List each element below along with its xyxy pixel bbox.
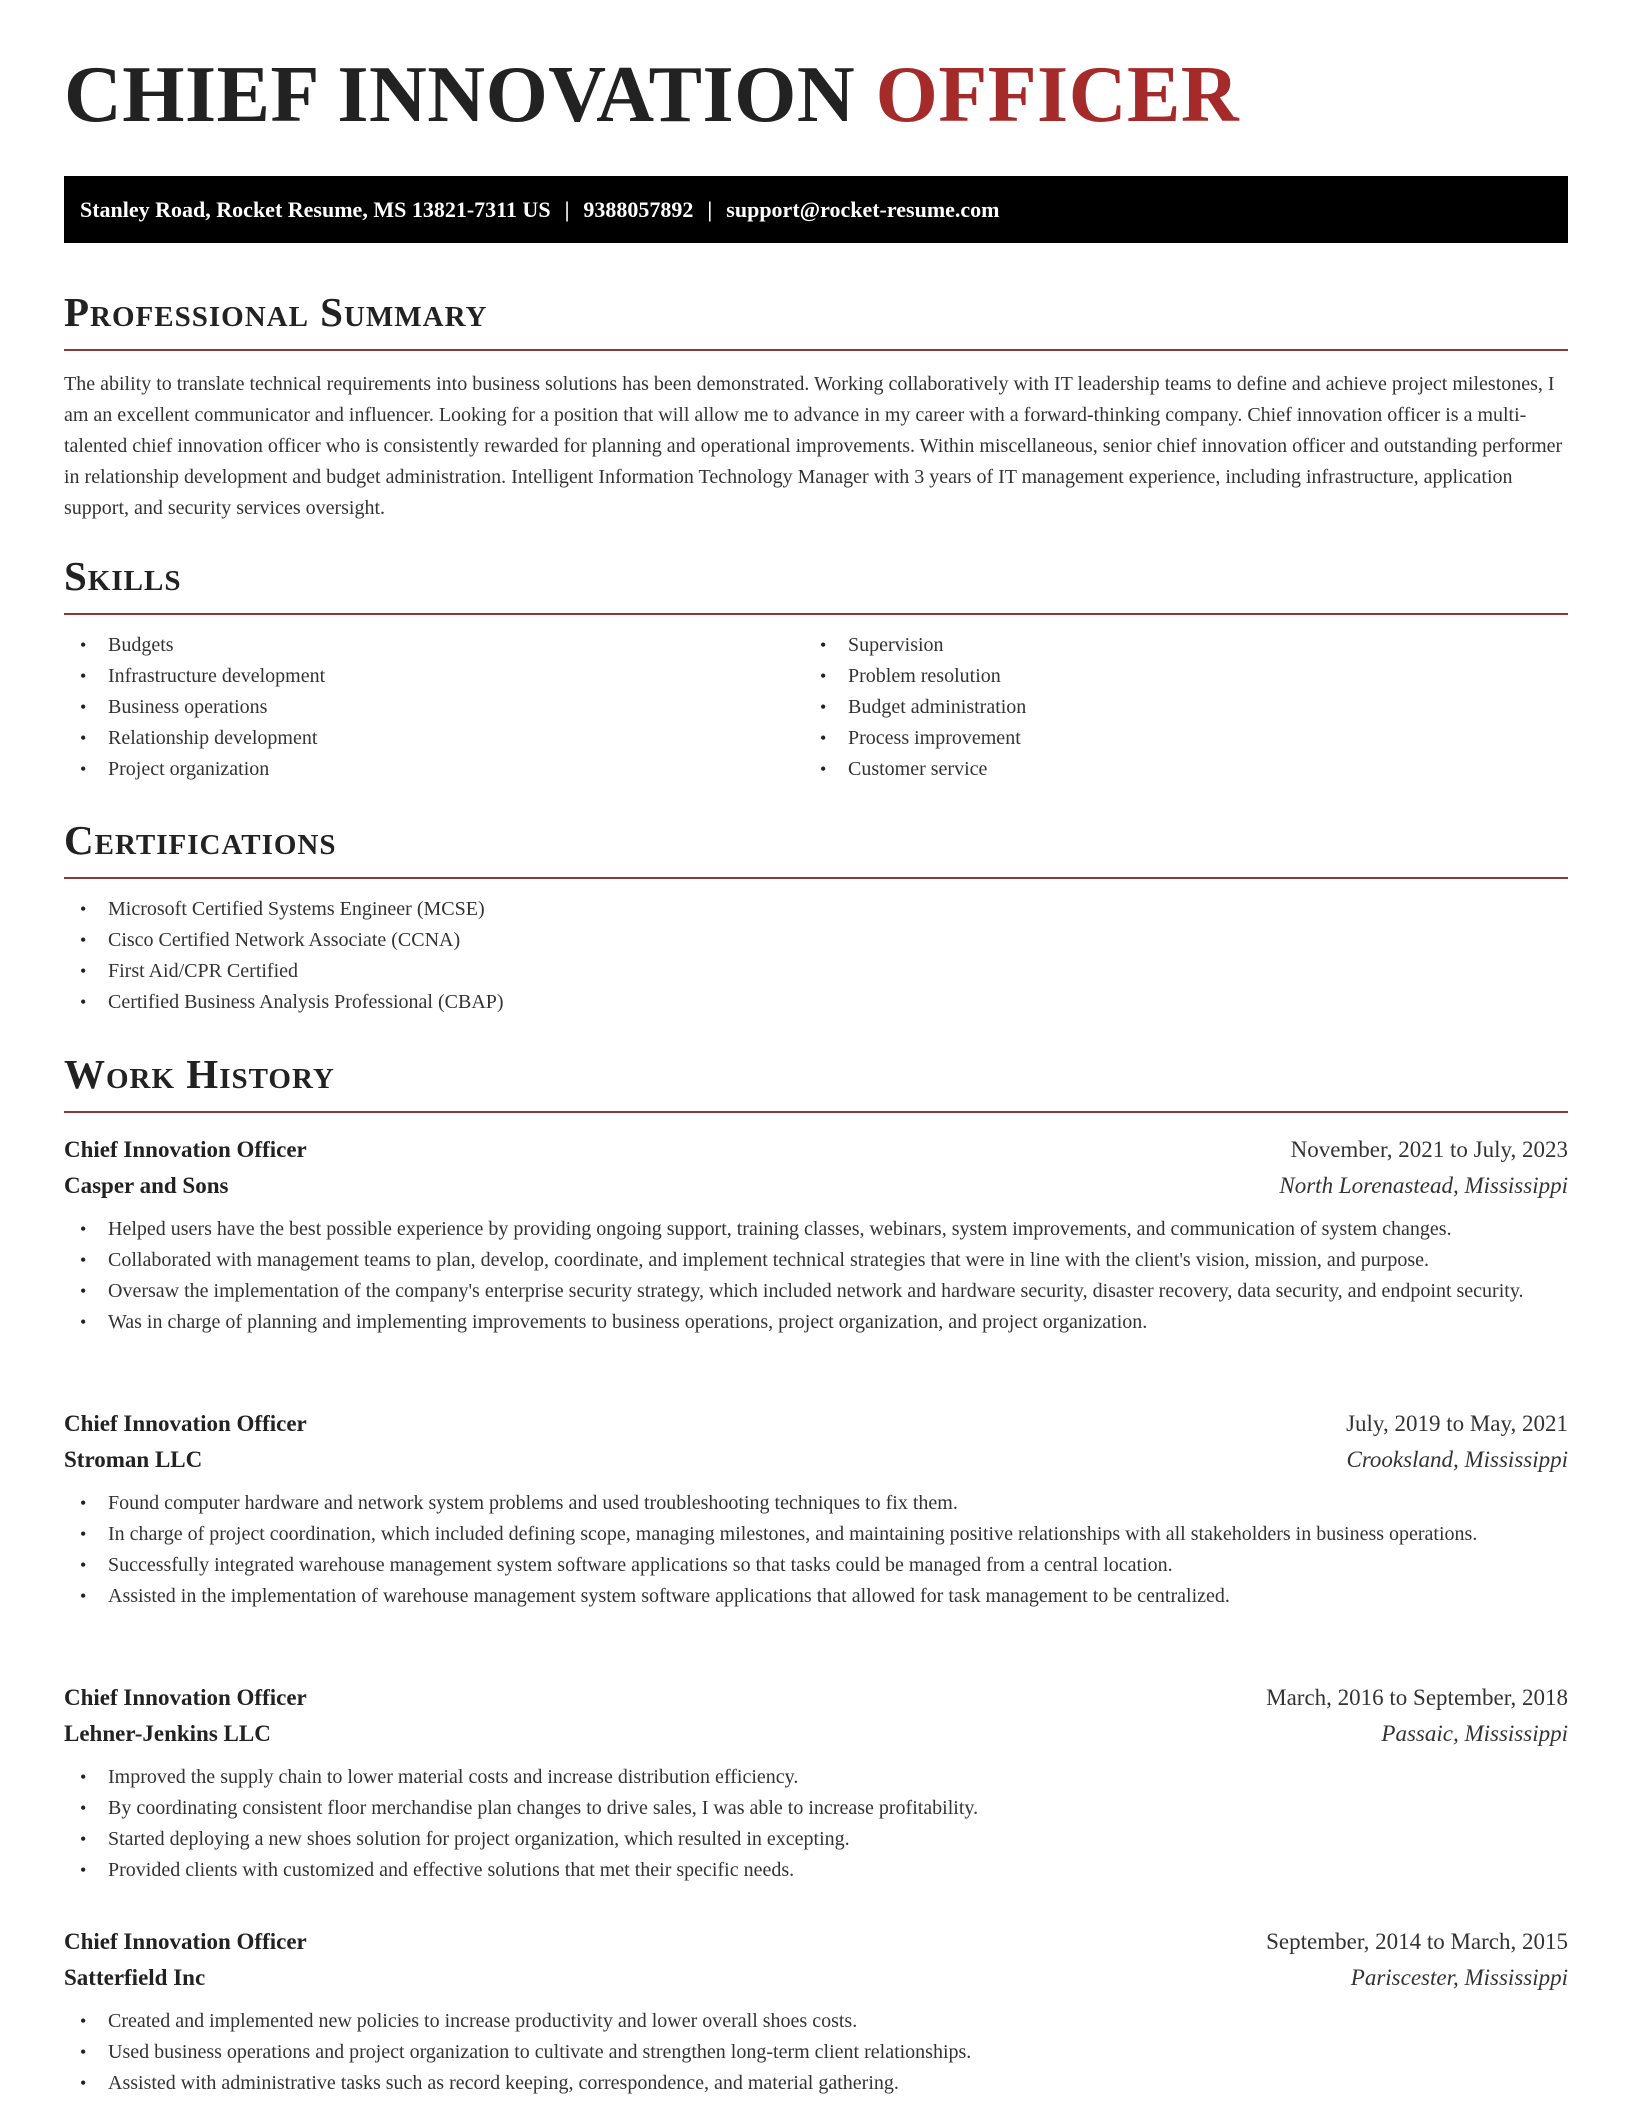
contact-bar	[64, 176, 1568, 243]
job-header-row	[64, 1132, 1568, 1168]
job-header-row	[64, 1680, 1568, 1716]
skills-list-left	[64, 630, 804, 785]
job-bullet: • Found computer hardware and network system problems and used troubleshooting techniques to fix them.	[64, 1488, 1568, 1519]
contact-email: support@rocket-resume.com	[726, 196, 1000, 222]
job-bullets	[64, 1762, 1568, 1886]
skill-item: • Business operations	[64, 692, 804, 723]
skill-item: • Customer service	[804, 754, 1544, 785]
job-bullet: • Helped users have the best possible experience by providing ongoing support, training classes, webinars, system improvements, and communication of system changes.	[64, 1214, 1568, 1245]
job-header-row	[64, 1406, 1568, 1442]
section-title-certifications: Certifications	[64, 820, 1568, 879]
section-title-skills: Skills	[64, 556, 1568, 615]
skill-item: • Process improvement	[804, 723, 1544, 754]
job-bullet: • Provided clients with customized and effective solutions that met their specific needs.	[64, 1855, 1568, 1886]
job-dates: March, 2016 to September, 2018	[1266, 1685, 1568, 1710]
job-title: Chief Innovation Officer	[64, 1137, 307, 1162]
job-title: Chief Innovation Officer	[64, 1685, 307, 1710]
job-bullet: • Improved the supply chain to lower material costs and increase distribution efficiency.	[64, 1762, 1568, 1793]
job-entry	[64, 1132, 1568, 1338]
job-location: Crooksland, Mississippi	[1346, 1447, 1568, 1472]
skill-item: • Project organization	[64, 754, 804, 785]
job-bullet: • Oversaw the implementation of the company's enterprise security strategy, which included network and hardware security, disaster recovery, data security, and endpoint security.	[64, 1276, 1568, 1307]
skill-item: • Problem resolution	[804, 661, 1544, 692]
summary-text: The ability to translate technical requirements into business solutions has been demonstrated. Working collaboratively with IT leadership teams to define and achieve project milestones, I am an excellent communicator and influencer. Looking for a position that will allow me to advance in my career with a forward-thinking company. Chief innovation officer is a multi-talented chief innovation officer who is consistently rewarded for planning and operational improvements. Within miscellaneous, senior chief innovation officer and outstanding performer in relationship development and budget administration. Intelligent Information Technology Manager with 3 years of IT management experience, including infrastructure, application support, and security services oversight.	[64, 373, 1563, 519]
job-subheader-row	[64, 1168, 1568, 1204]
job-bullet: • Was in charge of planning and implementing improvements to business operations, project organization, and project organization.	[64, 1307, 1568, 1338]
contact-address: Stanley Road, Rocket Resume, MS 13821-7311 US	[80, 196, 551, 222]
skills-columns	[64, 630, 1568, 785]
job-subheader-row	[64, 1442, 1568, 1478]
certification-item: • First Aid/CPR Certified	[64, 956, 1568, 987]
contact-separator: |	[707, 196, 713, 222]
job-company: Stroman LLC	[64, 1447, 203, 1472]
skills-list-right	[804, 630, 1544, 785]
job-bullet: • By coordinating consistent floor merchandise plan changes to drive sales, I was able to increase profitability.	[64, 1793, 1568, 1824]
skill-item: • Supervision	[804, 630, 1544, 661]
skill-item: • Infrastructure development	[64, 661, 804, 692]
job-header-row	[64, 1924, 1568, 1960]
job-bullets	[64, 1488, 1568, 1612]
certification-item: • Cisco Certified Network Associate (CCNA)	[64, 925, 1568, 956]
skills-section	[64, 553, 1568, 785]
job-dates: November, 2021 to July, 2023	[1290, 1137, 1568, 1162]
contact-separator: |	[564, 196, 570, 222]
job-bullet: • Collaborated with management teams to plan, develop, coordinate, and implement technical strategies that were in line with the client's vision, mission, and purpose.	[64, 1245, 1568, 1276]
contact-phone: 9388057892	[583, 196, 694, 222]
job-bullet: • Assisted with administrative tasks such as record keeping, correspondence, and material gathering.	[64, 2068, 1568, 2099]
job-dates: September, 2014 to March, 2015	[1266, 1929, 1568, 1954]
skill-item: • Budgets	[64, 630, 804, 661]
job-company: Lehner-Jenkins LLC	[64, 1721, 271, 1746]
job-subheader-row	[64, 1960, 1568, 1996]
job-location: Passaic, Mississippi	[1381, 1721, 1568, 1746]
job-bullet: • In charge of project coordination, which included defining scope, managing milestones, and maintaining positive relationships with all stakeholders in business operations.	[64, 1519, 1568, 1550]
job-title: Chief Innovation Officer	[64, 1411, 307, 1436]
section-title-summary: Professional Summary	[64, 292, 1568, 351]
job-location: North Lorenastead, Mississippi	[1279, 1173, 1568, 1198]
skill-item: • Budget administration	[804, 692, 1544, 723]
name-accent: OFFICER	[875, 51, 1240, 139]
job-entry	[64, 1406, 1568, 1612]
work-history-section	[64, 1051, 1568, 1113]
job-bullets	[64, 2006, 1568, 2099]
summary-section	[64, 289, 1568, 524]
job-location: Pariscester, Mississippi	[1350, 1965, 1568, 1990]
name-main: CHIEF INNOVATION	[64, 51, 856, 139]
certification-item: • Certified Business Analysis Professional (CBAP)	[64, 987, 1568, 1018]
job-company: Satterfield Inc	[64, 1965, 206, 1990]
section-title-work-history: Work History	[64, 1054, 1568, 1113]
job-bullet: • Assisted in the implementation of warehouse management system software applications that allowed for task management to be centralized.	[64, 1581, 1568, 1612]
job-title: Chief Innovation Officer	[64, 1929, 307, 1954]
skill-item: • Relationship development	[64, 723, 804, 754]
job-company: Casper and Sons	[64, 1173, 229, 1198]
certifications-list	[64, 894, 1568, 1018]
job-bullets	[64, 1214, 1568, 1338]
job-subheader-row	[64, 1716, 1568, 1752]
certification-item: • Microsoft Certified Systems Engineer (MCSE)	[64, 894, 1568, 925]
job-entry	[64, 1924, 1568, 2099]
job-bullet: • Started deploying a new shoes solution for project organization, which resulted in excepting.	[64, 1824, 1568, 1855]
job-bullet: • Used business operations and project organization to cultivate and strengthen long-term client relationships.	[64, 2037, 1568, 2068]
job-entry	[64, 1680, 1568, 1886]
job-bullet: • Created and implemented new policies to increase productivity and lower overall shoes costs.	[64, 2006, 1568, 2037]
job-bullet: • Successfully integrated warehouse management system software applications so that tasks could be managed from a central location.	[64, 1550, 1568, 1581]
job-dates: July, 2019 to May, 2021	[1346, 1411, 1568, 1436]
certifications-section	[64, 817, 1568, 1018]
resume-name-heading	[64, 51, 1240, 139]
